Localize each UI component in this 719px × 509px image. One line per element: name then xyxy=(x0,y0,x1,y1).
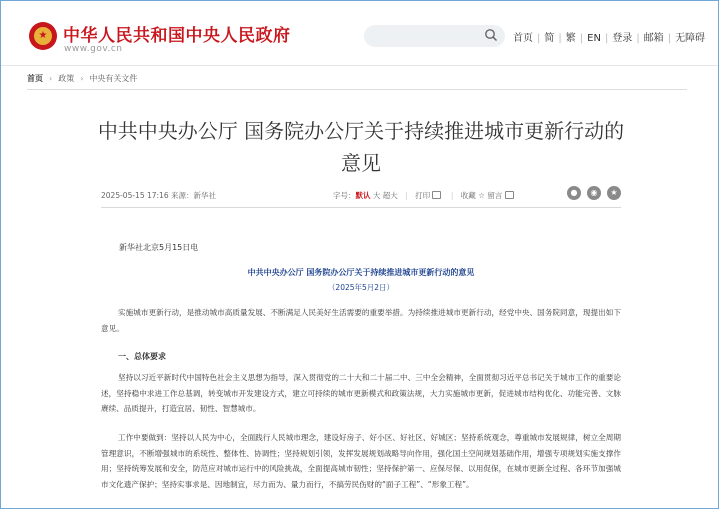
source-label: 来源： xyxy=(170,191,194,200)
nav-traditional[interactable]: 繁 xyxy=(565,33,576,44)
comment-label: 留言 xyxy=(487,191,503,200)
print-button[interactable] xyxy=(415,191,443,200)
breadcrumb-central-docs[interactable]: 中央有关文件 xyxy=(89,74,138,83)
article-meta xyxy=(101,190,216,201)
wechat-share-icon[interactable]: ● xyxy=(567,186,581,200)
font-size-label: 字号： xyxy=(333,191,356,200)
favorite-label: 收藏 xyxy=(460,191,476,200)
site-header xyxy=(1,1,718,65)
chevron-right-icon: › xyxy=(80,74,84,83)
nav-accessibility[interactable]: 无障碍 xyxy=(675,33,706,44)
article-tools: 字号：默认 大 超大 | 打印 | 收藏 ☆ 留言 xyxy=(333,190,516,201)
publish-date: 2025-05-15 17:16 xyxy=(101,191,169,200)
dateline: 新华社北京5月15日电 xyxy=(119,243,199,252)
search-icon[interactable] xyxy=(484,28,498,42)
section-heading: 一、总体要求 xyxy=(118,352,166,361)
breadcrumb-home[interactable]: 首页 xyxy=(27,74,43,83)
breadcrumb xyxy=(27,73,137,84)
font-size-large[interactable]: 大 xyxy=(372,191,381,200)
comment-icon xyxy=(505,191,514,199)
print-label: 打印 xyxy=(415,191,431,200)
chevron-right-icon: › xyxy=(49,74,53,83)
font-size-default[interactable]: 默认 xyxy=(355,191,371,200)
favorite-button[interactable] xyxy=(461,191,485,200)
print-icon xyxy=(432,191,441,199)
document-subtitle: 中共中央办公厅 国务院办公厅关于持续推进城市更新行动的意见 xyxy=(247,268,475,277)
nav-home[interactable]: 首页 xyxy=(513,33,533,44)
weibo-share-icon[interactable]: ◉ xyxy=(587,186,601,200)
document-date: （2025年5月2日） xyxy=(327,283,395,292)
breadcrumb-divider xyxy=(27,89,687,90)
comment-button[interactable] xyxy=(487,191,515,200)
national-emblem-icon[interactable]: ★ xyxy=(29,22,57,50)
meta-divider xyxy=(101,207,621,208)
nav-simplified[interactable]: 简 xyxy=(544,33,555,44)
qzone-share-icon[interactable]: ★ xyxy=(607,186,621,200)
body-paragraph-2: 工作中要做到：坚持以人民为中心，全面践行人民城市理念，建设好房子、好小区、好社区、好城区；坚持系统观念，尊重城市发展规律，树立全周期管理意识，不断增强城市的系统性、整体性、协调性；坚持规划引领，发挥发展规划战略导向作用，强化国土空间规划基础作用，增强专项规划实施支撑作用；坚持统筹发展和安全，防范应对城市运行中的风险挑战，全面提高城市韧性；坚持保护第一、应保尽保、以用促保，在城市更新全过程、各环节加强城市文化遗产保护；坚持实事求是、因地制宜，尽力而为、量力而行，不搞劳民伤财的“面子工程”、“形象工程”。 xyxy=(101,433,621,489)
nav-mailbox[interactable]: 邮箱 xyxy=(643,33,664,44)
nav-login[interactable]: 登录 xyxy=(612,33,633,44)
intro-paragraph: 实施城市更新行动，是推动城市高质量发展、不断满足人民美好生活需要的重要举措。为持续推进城市更新行动，经党中央、国务院同意，现提出如下意见。 xyxy=(101,308,621,333)
page-title: 中共中央办公厅 国务院办公厅关于持续推进城市更新行动的意见 xyxy=(97,119,625,175)
site-title[interactable]: 中华人民共和国中央人民政府 xyxy=(63,26,291,46)
font-size-xlarge[interactable]: 超大 xyxy=(382,191,398,200)
header-divider xyxy=(1,65,718,66)
breadcrumb-policy[interactable]: 政策 xyxy=(58,74,75,83)
nav-english[interactable]: EN xyxy=(587,33,601,44)
body-paragraph-1: 坚持以习近平新时代中国特色社会主义思想为指导，深入贯彻党的二十大和二十届二中、三中全会精神，全面贯彻习近平总书记关于城市工作的重要论述，坚持稳中求进工作总基调，转变城市开发建设方式，建立可持续的城市更新模式和政策法规，大力实施城市更新，促进城市结构优化、功能完善、文脉赓续、品质提升，打造宜居、韧性、智慧城市。 xyxy=(101,373,621,413)
top-nav: 首页 | 简 | 繁 | EN | 登录 | 邮箱 | 无障碍 xyxy=(513,33,706,44)
source-name: 新华社 xyxy=(193,191,216,200)
site-url: www.gov.cn xyxy=(64,44,123,54)
favorite-icon: ☆ xyxy=(478,191,485,200)
